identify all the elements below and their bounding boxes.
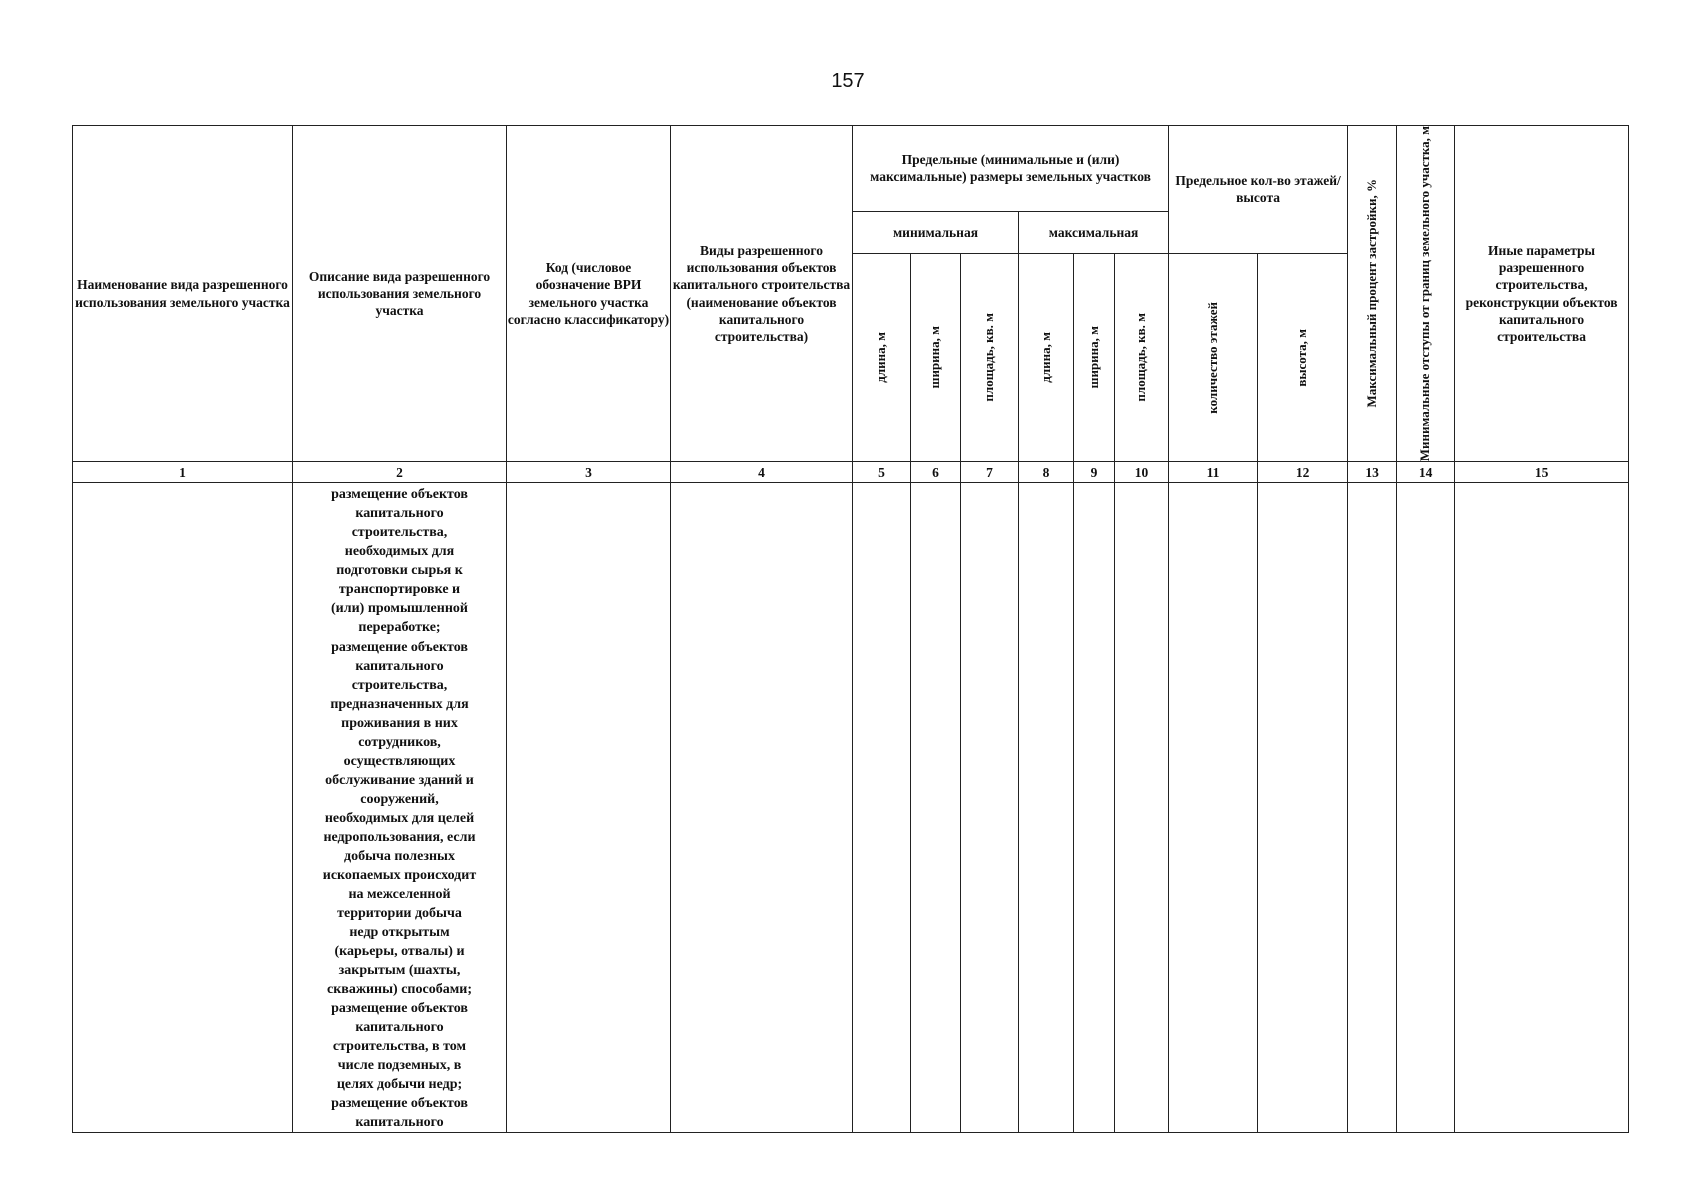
header-capital-construction-uses: Виды разрешенного использования объектов капитального строительства (наименование объектов капитального строительства)	[671, 126, 853, 462]
header-min-setbacks: Минимальные отступы от границ земельного участка, м	[1397, 126, 1455, 462]
column-number: 9	[1074, 462, 1115, 483]
cell-max-width	[1074, 483, 1115, 1133]
header-floors-count: количество этажей	[1169, 253, 1258, 461]
column-number: 7	[961, 462, 1019, 483]
cell-min-length	[853, 483, 911, 1133]
header-maximal: максимальная	[1019, 211, 1169, 253]
land-use-description-text: размещение объектов капитального строительства, необходимых для подготовки сырья к транспортировке и (или) промышленной переработке; размещение объектов капитального строительства, предназначенных для проживания в них сотрудников, осуществляющих обслуживание зданий и сооружений, необходимых для целей недропользования, если добыча полезных ископаемых происходит на межселенной территории добыча недр открытым (карьеры, отвалы) и закрытым (шахты, скважины) способами; размещение объектов капитального строительства, в том числе подземных, в целях добычи недр; размещение объектов капитального	[322, 487, 477, 1131]
header-vri-code: Код (числовое обозначение ВРИ земельного участка согласно классификатору)	[507, 126, 671, 462]
cell-min-area	[961, 483, 1019, 1133]
cell-max-build-percent	[1348, 483, 1397, 1133]
cell-max-length	[1019, 483, 1074, 1133]
cell-height	[1258, 483, 1348, 1133]
column-number: 13	[1348, 462, 1397, 483]
cell-land-use-description	[293, 483, 507, 1133]
cell-floors-count	[1169, 483, 1258, 1133]
column-number: 10	[1115, 462, 1169, 483]
column-number-row	[73, 462, 1629, 483]
column-number: 3	[507, 462, 671, 483]
page-number: 157	[831, 70, 865, 92]
header-other-parameters: Иные параметры разрешенного строительства, реконструкции объектов капитального строительства	[1455, 126, 1629, 462]
column-number: 5	[853, 462, 911, 483]
column-number: 14	[1397, 462, 1455, 483]
column-number: 6	[911, 462, 961, 483]
header-max-build-percent: Максимальный процент застройки, %	[1348, 126, 1397, 462]
header-max-area: площадь, кв. м	[1115, 253, 1169, 461]
column-number: 8	[1019, 462, 1074, 483]
header-max-width: ширина, м	[1074, 253, 1115, 461]
cell-land-use-name	[73, 483, 293, 1133]
header-min-width: ширина, м	[911, 253, 961, 461]
column-number: 12	[1258, 462, 1348, 483]
column-number: 2	[293, 462, 507, 483]
header-min-area: площадь, кв. м	[961, 253, 1019, 461]
column-number: 15	[1455, 462, 1629, 483]
cell-min-setbacks	[1397, 483, 1455, 1133]
header-land-use-description: Описание вида разрешенного использования земельного участка	[293, 126, 507, 462]
table-row	[73, 483, 1629, 1133]
cell-vri-code	[507, 483, 671, 1133]
header-min-length: длина, м	[853, 253, 911, 461]
column-number: 11	[1169, 462, 1258, 483]
header-height: высота, м	[1258, 253, 1348, 461]
cell-other-parameters	[1455, 483, 1629, 1133]
header-floors-height: Предельное кол-во этажей/высота	[1169, 126, 1348, 254]
header-minimal: минимальная	[853, 211, 1019, 253]
header-max-length: длина, м	[1019, 253, 1074, 461]
column-number: 4	[671, 462, 853, 483]
land-use-table	[72, 125, 1629, 1133]
column-number: 1	[73, 462, 293, 483]
cell-min-width	[911, 483, 961, 1133]
cell-capital-construction-uses	[671, 483, 853, 1133]
header-plot-size-limits: Предельные (минимальные и (или) максимальные) размеры земельных участков	[853, 126, 1169, 212]
header-land-use-name: Наименование вида разрешенного использования земельного участка	[73, 126, 293, 462]
cell-max-area	[1115, 483, 1169, 1133]
